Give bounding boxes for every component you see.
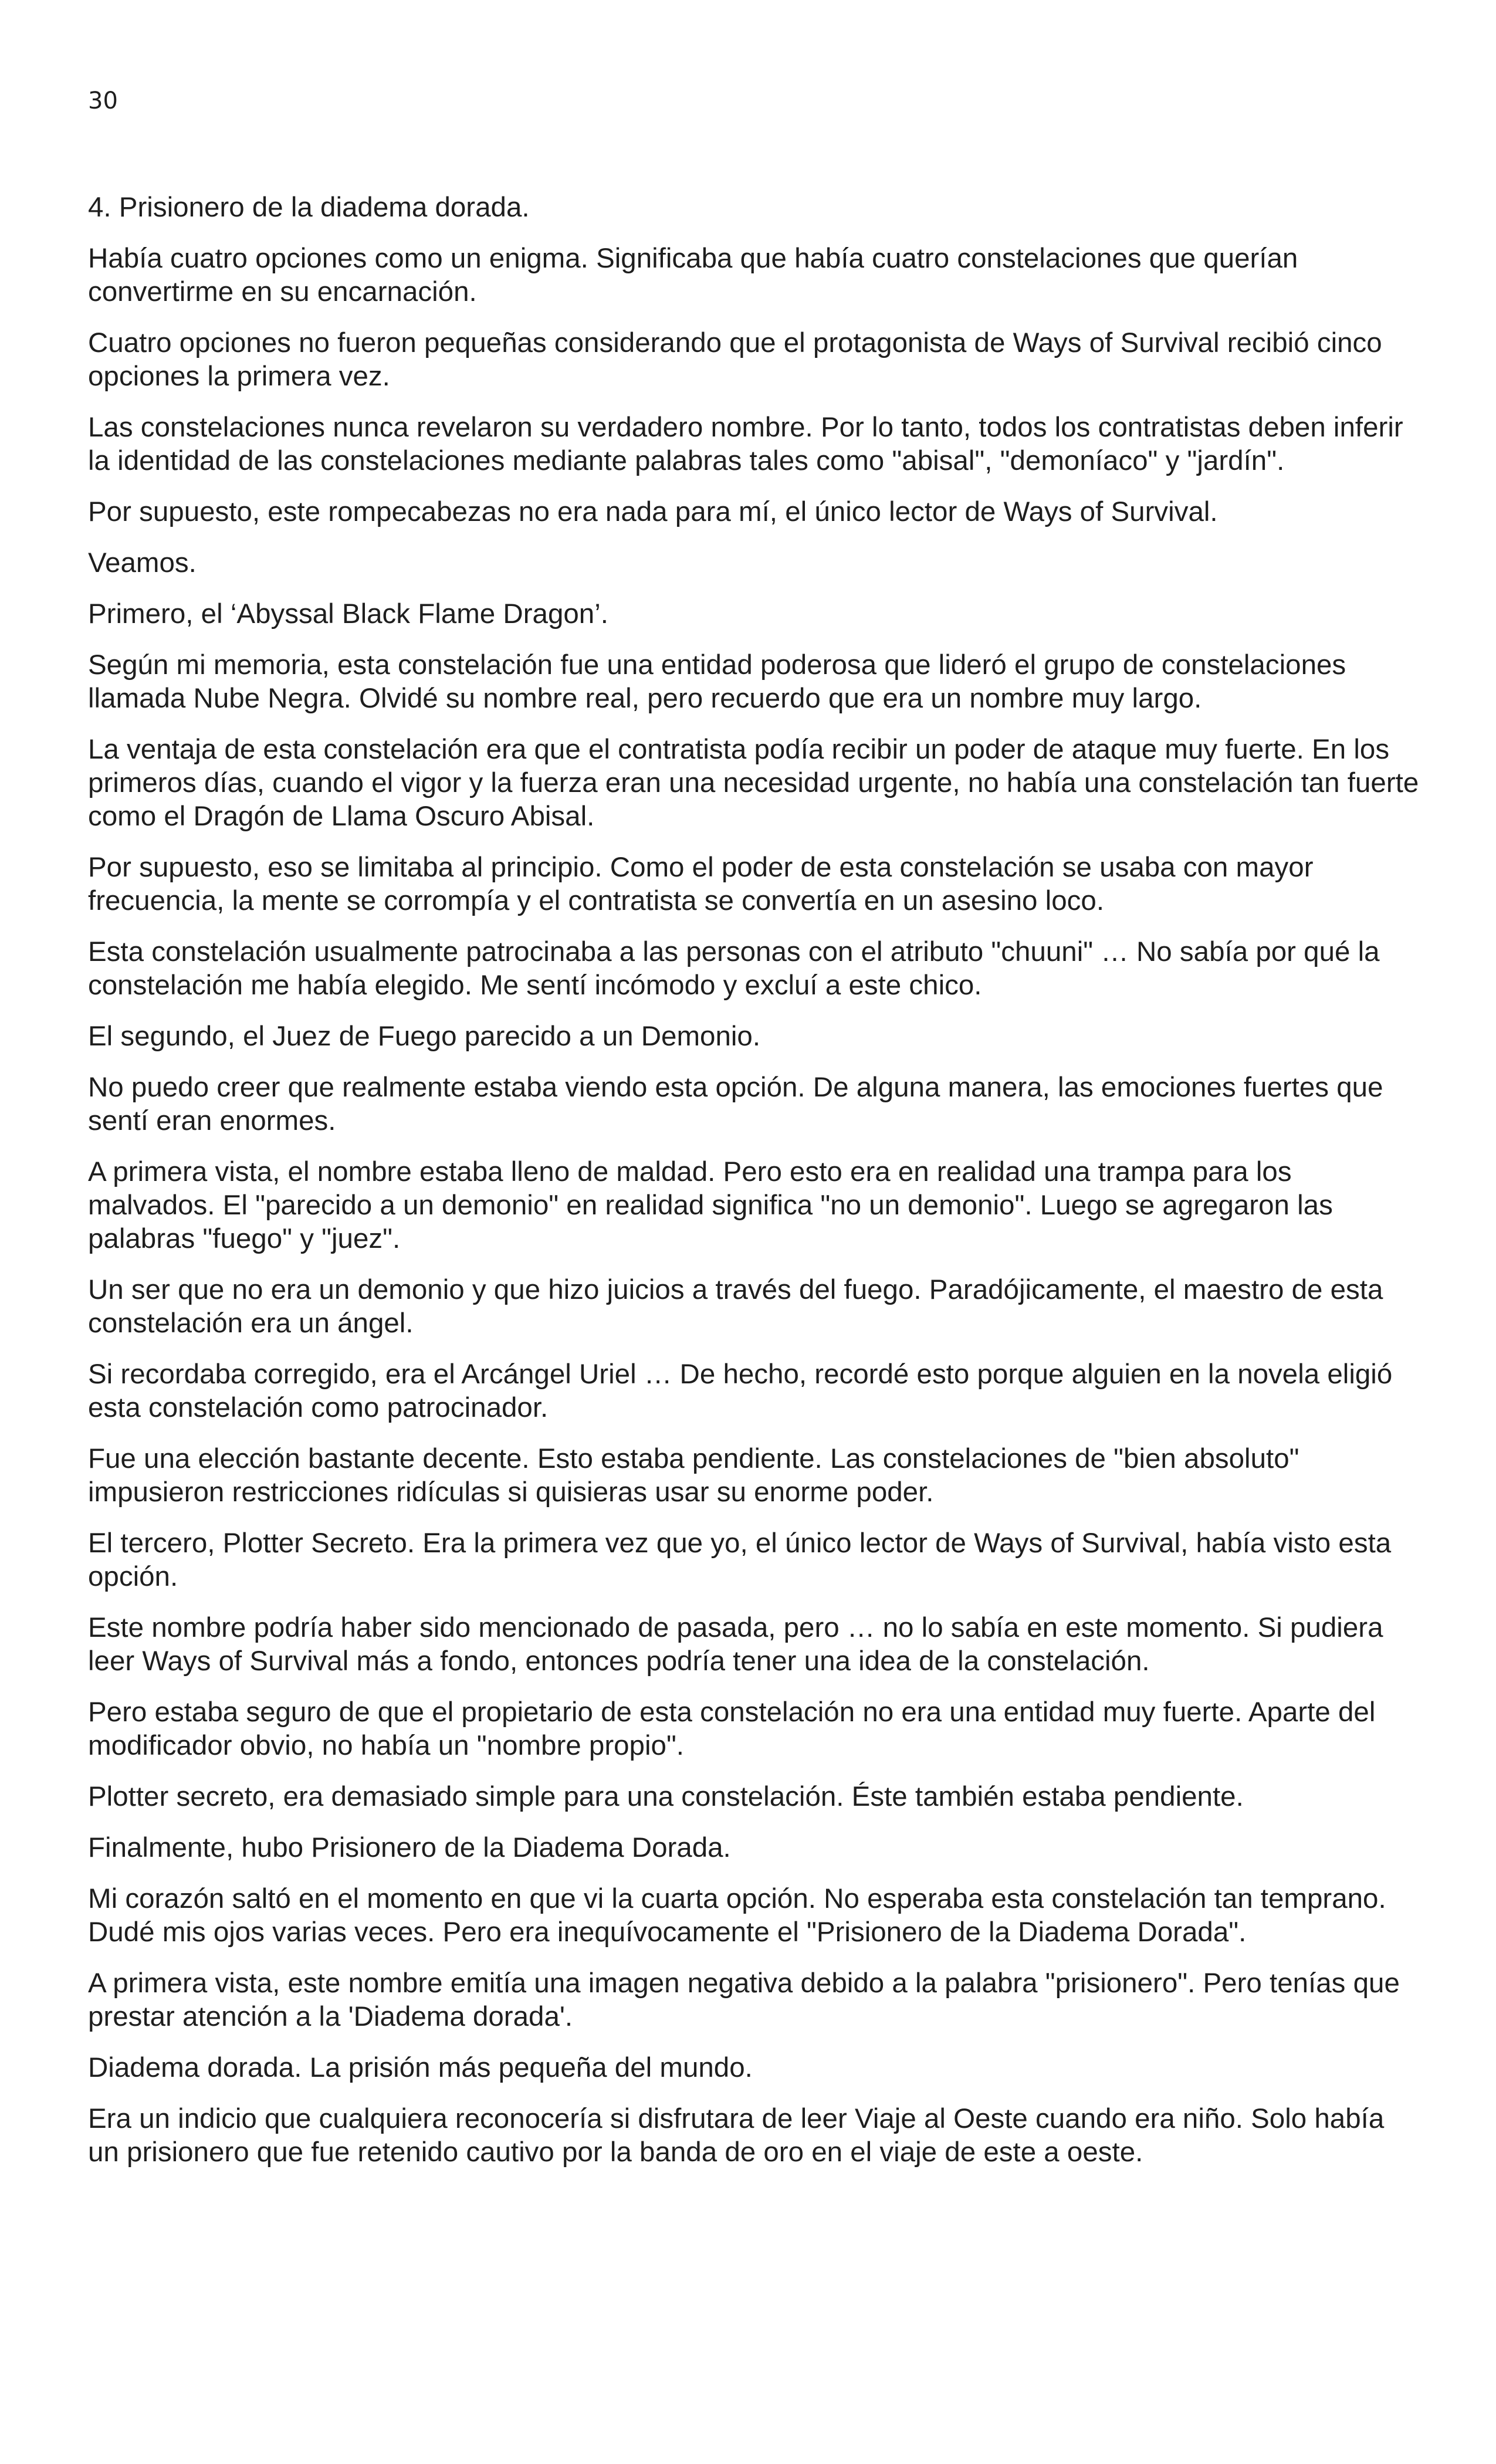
paragraph: Las constelaciones nunca revelaron su verdadero nombre. Por lo tanto, todos los contratistas deben inferir la identidad de las constelaciones mediante palabras tales como "abisal", "demoníaco" y "jardín". <box>88 412 1403 476</box>
paragraph: Era un indicio que cualquiera reconocería si disfrutara de leer Viaje al Oeste cuando era niño. Solo había un prisionero que fue retenido cautivo por la banda de oro en el viaje de este a oeste. <box>88 2103 1385 2168</box>
paragraph: Cuatro opciones no fueron pequeñas considerando que el protagonista de Ways of Survival recibió cinco opciones la primera vez. <box>88 327 1382 392</box>
paragraph: El tercero, Plotter Secreto. Era la primera vez que yo, el único lector de Ways of Survival, había visto esta opción. <box>88 1528 1392 1592</box>
paragraph: Fue una elección bastante decente. Esto estaba pendiente. Las constelaciones de "bien absoluto" impusieron restricciones ridículas si quisieras usar su enorme poder. <box>88 1443 1299 1508</box>
chapter-heading: 4. Prisionero de la diadema dorada. <box>88 192 530 223</box>
page-number: 30 <box>88 87 118 114</box>
paragraph: A primera vista, este nombre emitía una imagen negativa debido a la palabra "prisionero". Pero tenías que prestar atención a la 'Diadema dorada'. <box>88 1968 1400 2032</box>
document-body <box>88 191 1420 2187</box>
paragraph: Si recordaba corregido, era el Arcángel Uriel … De hecho, recordé esto porque alguien en la novela eligió esta constelación como patrocinador. <box>88 1359 1393 1423</box>
paragraph: El segundo, el Juez de Fuego parecido a un Demonio. <box>88 1021 761 1052</box>
paragraph: Veamos. <box>88 547 197 578</box>
paragraph: Esta constelación usualmente patrocinaba a las personas con el atributo "chuuni" … No sabía por qué la constelación me había elegido. Me sentí incómodo y excluí a este chico. <box>88 936 1380 1001</box>
paragraph: Plotter secreto, era demasiado simple para una constelación. Éste también estaba pendiente. <box>88 1781 1244 1812</box>
paragraph: A primera vista, el nombre estaba lleno de maldad. Pero esto era en realidad una trampa para los malvados. El "parecido a un demonio" en realidad significa "no un demonio". Luego se agregaron las palabras "fuego" y "juez". <box>88 1156 1333 1254</box>
paragraph: Por supuesto, eso se limitaba al principio. Como el poder de esta constelación se usaba con mayor frecuencia, la mente se corrompía y el contratista se convertía en un asesino loco. <box>88 852 1314 916</box>
paragraph: Había cuatro opciones como un enigma. Significaba que había cuatro constelaciones que querían convertirme en su encarnación. <box>88 243 1298 307</box>
paragraph: Mi corazón saltó en el momento en que vi la cuarta opción. No esperaba esta constelación tan temprano. Dudé mis ojos varias veces. Pero era inequívocamente el "Prisionero de la Diadema Dorada". <box>88 1883 1386 1948</box>
paragraph: Según mi memoria, esta constelación fue una entidad poderosa que lideró el grupo de constelaciones llamada Nube Negra. Olvidé su nombre real, pero recuerdo que era un nombre muy largo. <box>88 649 1346 714</box>
paragraph: No puedo creer que realmente estaba viendo esta opción. De alguna manera, las emociones fuertes que sentí eran enormes. <box>88 1072 1383 1136</box>
paragraph: Finalmente, hubo Prisionero de la Diadema Dorada. <box>88 1832 731 1863</box>
paragraph: Diadema dorada. La prisión más pequeña del mundo. <box>88 2052 753 2083</box>
paragraph: Primero, el ‘Abyssal Black Flame Dragon’. <box>88 598 608 629</box>
paragraph: La ventaja de esta constelación era que el contratista podía recibir un poder de ataque muy fuerte. En los primeros días, cuando el vigor y la fuerza eran una necesidad urgente, no había una constelación tan fuerte como el Dragón de Llama Oscuro Abisal. <box>88 734 1419 832</box>
paragraph: Por supuesto, este rompecabezas no era nada para mí, el único lector de Ways of Survival. <box>88 496 1218 527</box>
paragraph: Este nombre podría haber sido mencionado de pasada, pero … no lo sabía en este momento. Si pudiera leer Ways of Survival más a fondo, entonces podría tener una idea de la constelación. <box>88 1612 1383 1677</box>
paragraph: Un ser que no era un demonio y que hizo juicios a través del fuego. Paradójicamente, el maestro de esta constelación era un ángel. <box>88 1274 1383 1339</box>
paragraph: Pero estaba seguro de que el propietario de esta constelación no era una entidad muy fuerte. Aparte del modificador obvio, no había un "nombre propio". <box>88 1697 1376 1761</box>
